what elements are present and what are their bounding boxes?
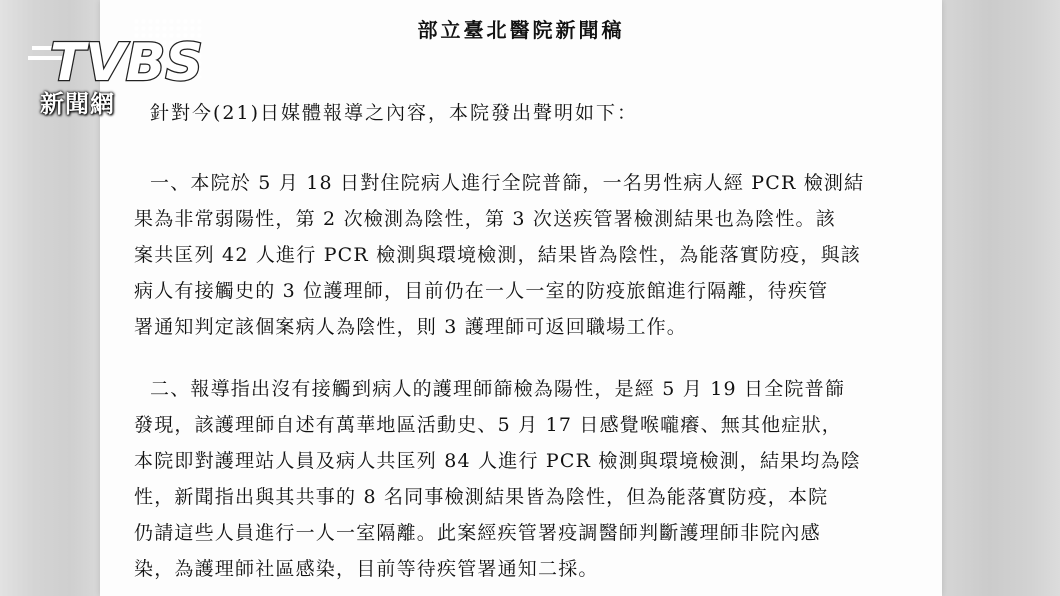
svg-text:TVBS: TVBS — [50, 33, 203, 93]
paragraph-line: 署通知判定該個案病人為陰性，則 3 護理師可返回職場工作。 — [134, 316, 687, 338]
paragraph-line: 一、本院於 5 月 18 日對住院病人進行全院普篩，一名男性病人經 PCR 檢測結 — [150, 172, 865, 194]
paragraph-line: 發現，該護理師自述有萬華地區活動史、5 月 17 日感覺喉嚨癢、無其他症狀， — [134, 414, 842, 436]
document-title: 部立臺北醫院新聞稿 — [417, 18, 625, 42]
paragraph-line: 二、報導指出沒有接觸到病人的護理師篩檢為陽性，是經 5 月 19 日全院普篩 — [150, 378, 846, 400]
paragraph-line: 果為非常弱陽性，第 2 次檢測為陰性，第 3 次送疾管署檢測結果也為陰性。該 — [134, 208, 836, 230]
paragraph-line: 案共匡列 42 人進行 PCR 檢測與環境檢測，結果皆為陰性，為能落實防疫，與該 — [134, 244, 861, 266]
paragraph-1 — [134, 165, 914, 345]
paragraph-2 — [134, 371, 914, 587]
paragraph-line: 性，新聞指出與其共事的 8 名同事檢測結果皆為陰性，但為能落實防疫，本院 — [134, 486, 829, 508]
background-right-blur — [942, 0, 1060, 596]
document-intro: 針對今(21)日媒體報導之內容，本院發出聲明如下： — [150, 102, 639, 124]
paragraph-line: 病人有接觸史的 3 位護理師，目前仍在一人一室的防疫旅館進行隔離，待疾管 — [134, 280, 829, 302]
paragraph-line: 仍請這些人員進行一人一室隔離。此案經疾管署疫調醫師判斷護理師非院內感 — [134, 522, 821, 544]
logo-caption: 新聞網 — [40, 90, 115, 118]
paragraph-line: 本院即對護理站人員及病人共匡列 84 人進行 PCR 檢測與環境檢測，結果均為陰 — [134, 450, 861, 472]
press-release-document — [100, 0, 942, 596]
paragraph-line: 染，為護理師社區感染，目前等待疾管署通知二採。 — [134, 558, 599, 580]
